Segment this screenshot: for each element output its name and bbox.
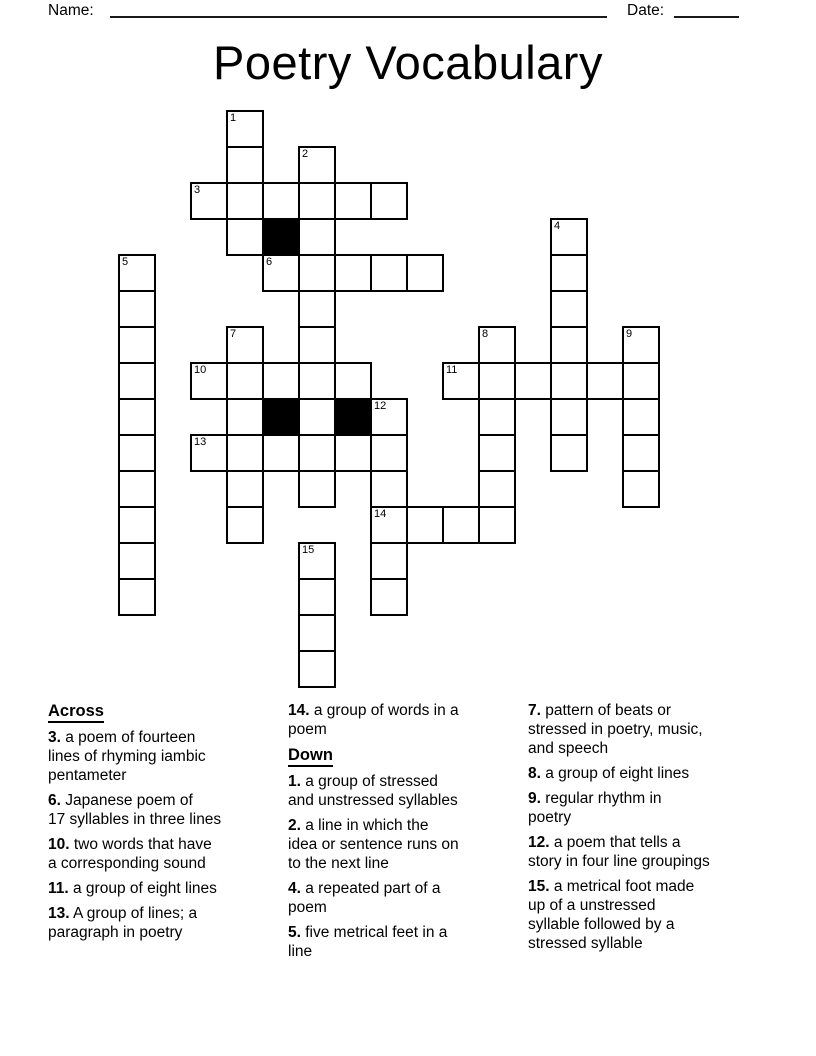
answer-cell[interactable]	[118, 542, 156, 580]
answer-cell[interactable]	[298, 254, 336, 292]
answer-cell[interactable]	[622, 434, 660, 472]
clue-2: 2. a line in which the idea or sentence runs on to the next line	[288, 817, 459, 872]
clue-column-1	[48, 701, 284, 948]
answer-cell[interactable]	[370, 542, 408, 580]
cell-number: 2	[302, 148, 309, 160]
answer-cell[interactable]	[478, 470, 516, 508]
clue-number: 10.	[48, 836, 70, 853]
answer-cell[interactable]	[190, 362, 228, 400]
answer-cell[interactable]	[622, 362, 660, 400]
answer-cell[interactable]	[442, 362, 480, 400]
answer-cell[interactable]	[478, 326, 516, 364]
answer-cell[interactable]	[550, 362, 588, 400]
answer-cell[interactable]	[298, 362, 336, 400]
clue-column-3	[528, 701, 778, 959]
answer-cell[interactable]	[226, 398, 264, 436]
answer-cell[interactable]	[226, 506, 264, 544]
clue-14: 14. a group of words in a poem	[288, 702, 459, 738]
blocked-cell	[262, 398, 300, 436]
answer-cell[interactable]	[370, 398, 408, 436]
name-label: Name:	[48, 2, 94, 19]
down-header: Down	[288, 745, 333, 767]
clue-number: 15.	[528, 878, 550, 895]
answer-cell[interactable]	[550, 290, 588, 328]
answer-cell[interactable]	[298, 542, 336, 580]
cell-number: 11	[446, 364, 458, 376]
across-header: Across	[48, 701, 104, 723]
answer-cell[interactable]	[334, 434, 372, 472]
cell-number: 1	[230, 112, 237, 124]
answer-cell[interactable]	[370, 182, 408, 220]
cell-number: 9	[626, 328, 633, 340]
name-blank-line[interactable]	[110, 1, 607, 18]
answer-cell[interactable]	[478, 398, 516, 436]
answer-cell[interactable]	[262, 254, 300, 292]
clue-number: 1.	[288, 773, 301, 790]
crossword-grid	[118, 110, 658, 686]
answer-cell[interactable]	[298, 326, 336, 364]
answer-cell[interactable]	[442, 506, 480, 544]
answer-cell[interactable]	[622, 470, 660, 508]
answer-cell[interactable]	[298, 218, 336, 256]
clue-6: 6. Japanese poem of 17 syllables in three lines	[48, 792, 222, 828]
clue-7: 7. pattern of beats or stressed in poetry, music, and speech	[528, 702, 703, 757]
clue-5: 5. five metrical feet in a line	[288, 924, 448, 960]
clue-number: 3.	[48, 729, 61, 746]
answer-cell[interactable]	[370, 470, 408, 508]
clue-15: 15. a metrical foot made up of a unstressed syllable followed by a stressed syllable	[528, 878, 695, 952]
page-title: Poetry Vocabulary	[213, 36, 603, 89]
clue-number: 6.	[48, 792, 61, 809]
cell-number: 14	[374, 508, 387, 520]
clue-4: 4. a repeated part of a poem	[288, 880, 441, 916]
cell-number: 13	[194, 436, 207, 448]
answer-cell[interactable]	[298, 650, 336, 688]
answer-cell[interactable]	[298, 614, 336, 652]
answer-cell[interactable]	[298, 182, 336, 220]
clue-3: 3. a poem of fourteen lines of rhyming iambic pentameter	[48, 729, 206, 784]
answer-cell[interactable]	[226, 146, 264, 184]
answer-cell[interactable]	[118, 506, 156, 544]
cell-number: 6	[266, 256, 273, 268]
answer-cell[interactable]	[550, 254, 588, 292]
answer-cell[interactable]	[586, 362, 624, 400]
answer-cell[interactable]	[298, 146, 336, 184]
date-label: Date:	[627, 2, 665, 19]
answer-cell[interactable]	[262, 182, 300, 220]
answer-cell[interactable]	[370, 578, 408, 616]
cell-number: 10	[194, 364, 207, 376]
answer-cell[interactable]	[334, 362, 372, 400]
answer-cell[interactable]	[406, 506, 444, 544]
answer-cell[interactable]	[262, 362, 300, 400]
answer-cell[interactable]	[118, 254, 156, 292]
clue-12: 12. a poem that tells a story in four line groupings	[528, 834, 710, 870]
answer-cell[interactable]	[118, 470, 156, 508]
clue-number: 9.	[528, 790, 541, 807]
clue-9: 9. regular rhythm in poetry	[528, 790, 662, 826]
clue-number: 7.	[528, 702, 541, 719]
answer-cell[interactable]	[118, 326, 156, 364]
answer-cell[interactable]	[118, 434, 156, 472]
answer-cell[interactable]	[298, 578, 336, 616]
cell-number: 15	[302, 544, 315, 556]
answer-cell[interactable]	[298, 434, 336, 472]
answer-cell[interactable]	[226, 326, 264, 364]
answer-cell[interactable]	[550, 218, 588, 256]
blocked-cell	[334, 398, 372, 436]
clue-number: 11.	[48, 880, 69, 897]
cell-number: 5	[122, 256, 129, 268]
answer-cell[interactable]	[298, 470, 336, 508]
answer-cell[interactable]	[478, 362, 516, 400]
answer-cell[interactable]	[226, 434, 264, 472]
clue-number: 14.	[288, 702, 310, 719]
cell-number: 7	[230, 328, 237, 340]
answer-cell[interactable]	[226, 218, 264, 256]
blocked-cell	[262, 218, 300, 256]
clue-10: 10. two words that have a corresponding sound	[48, 836, 212, 872]
clue-number: 4.	[288, 880, 301, 897]
answer-cell[interactable]	[334, 182, 372, 220]
answer-cell[interactable]	[622, 326, 660, 364]
clue-number: 12.	[528, 834, 550, 851]
answer-cell[interactable]	[622, 398, 660, 436]
answer-cell[interactable]	[118, 362, 156, 400]
cell-number: 12	[374, 400, 387, 412]
answer-cell[interactable]	[118, 290, 156, 328]
answer-cell[interactable]	[550, 326, 588, 364]
cell-number: 4	[554, 220, 561, 232]
answer-cell[interactable]	[226, 470, 264, 508]
clue-number: 8.	[528, 765, 541, 782]
answer-cell[interactable]	[550, 398, 588, 436]
answer-cell[interactable]	[478, 434, 516, 472]
answer-cell[interactable]	[334, 254, 372, 292]
clue-number: 13.	[48, 905, 70, 922]
answer-cell[interactable]	[514, 362, 552, 400]
clue-11: 11. a group of eight lines	[48, 880, 217, 897]
answer-cell[interactable]	[226, 182, 264, 220]
clue-1: 1. a group of stressed and unstressed syllables	[288, 773, 458, 809]
answer-cell[interactable]	[190, 182, 228, 220]
date-blank-line[interactable]	[674, 1, 739, 18]
clue-8: 8. a group of eight lines	[528, 765, 690, 782]
clue-number: 2.	[288, 817, 301, 834]
answer-cell[interactable]	[226, 362, 264, 400]
clue-column-2	[288, 701, 524, 967]
answer-cell[interactable]	[370, 434, 408, 472]
cell-number: 3	[194, 184, 201, 196]
answer-cell[interactable]	[370, 506, 408, 544]
clue-number: 5.	[288, 924, 301, 941]
answer-cell[interactable]	[406, 254, 444, 292]
answer-cell[interactable]	[550, 434, 588, 472]
cell-number: 8	[482, 328, 489, 340]
answer-cell[interactable]	[298, 398, 336, 436]
answer-cell[interactable]	[226, 110, 264, 148]
answer-cell[interactable]	[262, 434, 300, 472]
answer-cell[interactable]	[190, 434, 228, 472]
answer-cell[interactable]	[118, 578, 156, 616]
answer-cell[interactable]	[370, 254, 408, 292]
answer-cell[interactable]	[298, 290, 336, 328]
answer-cell[interactable]	[478, 506, 516, 544]
answer-cell[interactable]	[118, 398, 156, 436]
clue-13: 13. A group of lines; a paragraph in poetry	[48, 905, 198, 941]
